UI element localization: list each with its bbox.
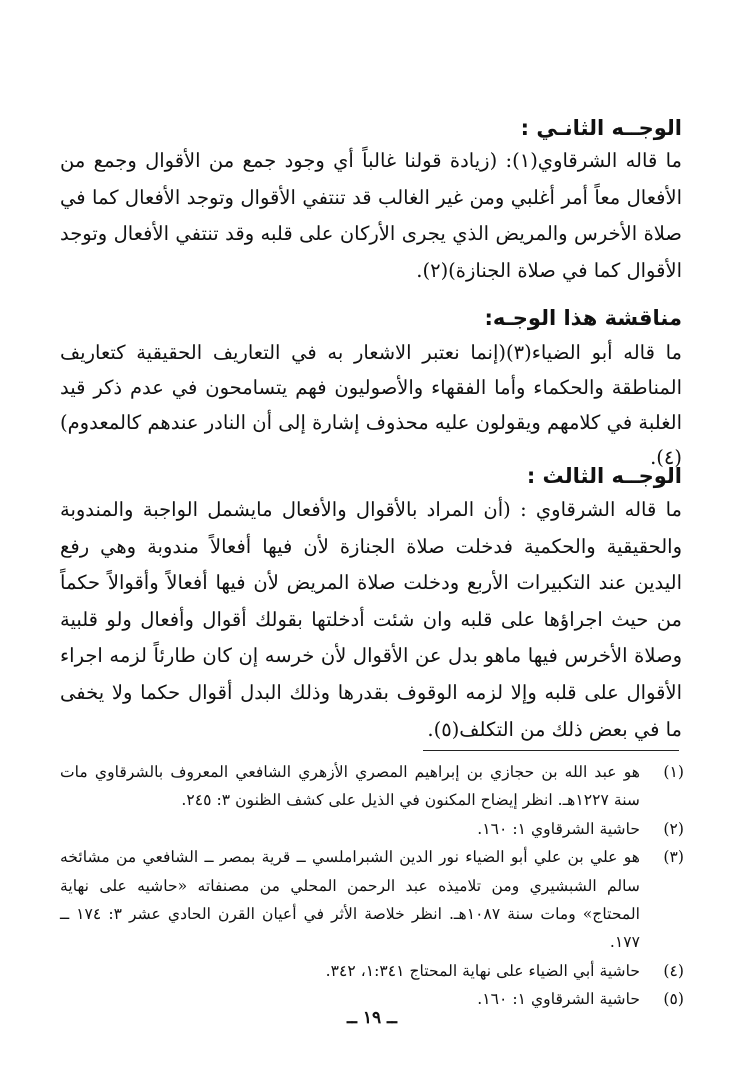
section-heading-discussion: مناقشة هذا الوجـه: <box>484 306 682 330</box>
section-paragraph-second-aspect: ما قاله الشرقاوي(١): (زيادة قولنا غالباً أي وجود جمع من الأقوال وجمع من الأفعال معاً أمر أغلبي ومن غير الغالب قد تنتفي الأقوال وتوجد الأفعال كما في صلاة الأخرس والمريض الذي يجرى الأركان على قلبه وقد تنتفي الأفعال وتوجد الأقوال كما في صلاة الجنازة)(٢). <box>60 149 682 282</box>
page-number: ــ ١٩ ــ <box>346 1008 398 1028</box>
section-heading-third-aspect: الوجــه الثالث : <box>526 464 682 488</box>
footnote-number: (٥) <box>663 990 684 1009</box>
section-paragraph-third-aspect: ما قاله الشرقاوي : (أن المراد بالأقوال والأفعال مايشمل الواجبة والمندوبة والحقيقية والحكمية فدخلت صلاة الجنازة لأن فيها أفعالاً مندوبة وهي رفع اليدين عند التكبيرات الأربع ودخلت صلاة المريض لأن فيها أفعالاً وأقوالاً حكماً من حيث اجراؤها على قلبه وان شئت أدخلتها بقولك أقوال وأفعال ولو قلبية وصلاة الأخرس فيها ماهو بدل عن الأقوال لأن خرسه إن كان طارئاً لزمه اجراء الأقوال على قلبه وإلا لزمه الوقوف بقدرها وذلك البدل أقوال حكما ولا يخفى ما في بعض ذلك من التكلف(٥). <box>60 498 682 741</box>
footnote-item <box>60 957 684 985</box>
footnote-text: حاشية الشرقاوي ١: ١٦٠. <box>477 819 640 838</box>
footnote-separator <box>423 750 679 751</box>
footnote-text: حاشية أبي الضياء على نهاية المحتاج ١:٣٤١، ٣٤٢. <box>325 961 640 980</box>
section-heading-second-aspect: الوجــه الثانـي : <box>520 116 682 140</box>
footnotes <box>60 758 684 1014</box>
footnote-text: هو عبد الله بن حجازي بن إبراهيم المصري الأزهري الشافعي المعروف بالشرقاوي مات سنة ١٢٢٧هـ. انظر إيضاح المكنون في الذيل على كشف الظنون ٣: ٢٤٥. <box>60 763 640 810</box>
footnote-number: (٢) <box>663 819 684 838</box>
footnote-number: (٣) <box>663 848 684 867</box>
footnote-number: (١) <box>663 763 684 781</box>
footnote-item <box>60 843 684 957</box>
footnote-text: حاشية الشرقاوي ١: ١٦٠. <box>477 990 640 1009</box>
footnote-number: (٤) <box>663 961 684 980</box>
footnote-item <box>60 815 684 843</box>
footnote-item <box>60 758 684 815</box>
footnote-text: هو علي بن علي أبو الضياء نور الدين الشبراملسي ــ قرية بمصر ــ الشافعي من مشائخه سالم الشبشيري ومن تلاميذه عبد الرحمن المحلي من مصنفاته «حاشيه على نهاية المحتاج» ومات سنة ١٠٨٧هـ. انظر خلاصة الأثر في أعيان القرن الحادي عشر ٣: ١٧٤ ــ ١٧٧. <box>60 848 640 952</box>
section-paragraph-discussion: ما قاله أبو الضياء(٣)(إنما نعتبر الاشعار به في التعاريف الحقيقية كتعاريف المناطقة والحكماء وأما الفقهاء والأصوليون فهم يتسامحون في عدم ذكر قيد الغلبة في كلامهم ويقولون عليه محذوف إشارة إلى أن النادر عندهم كالمعدوم)(٤). <box>60 341 682 469</box>
